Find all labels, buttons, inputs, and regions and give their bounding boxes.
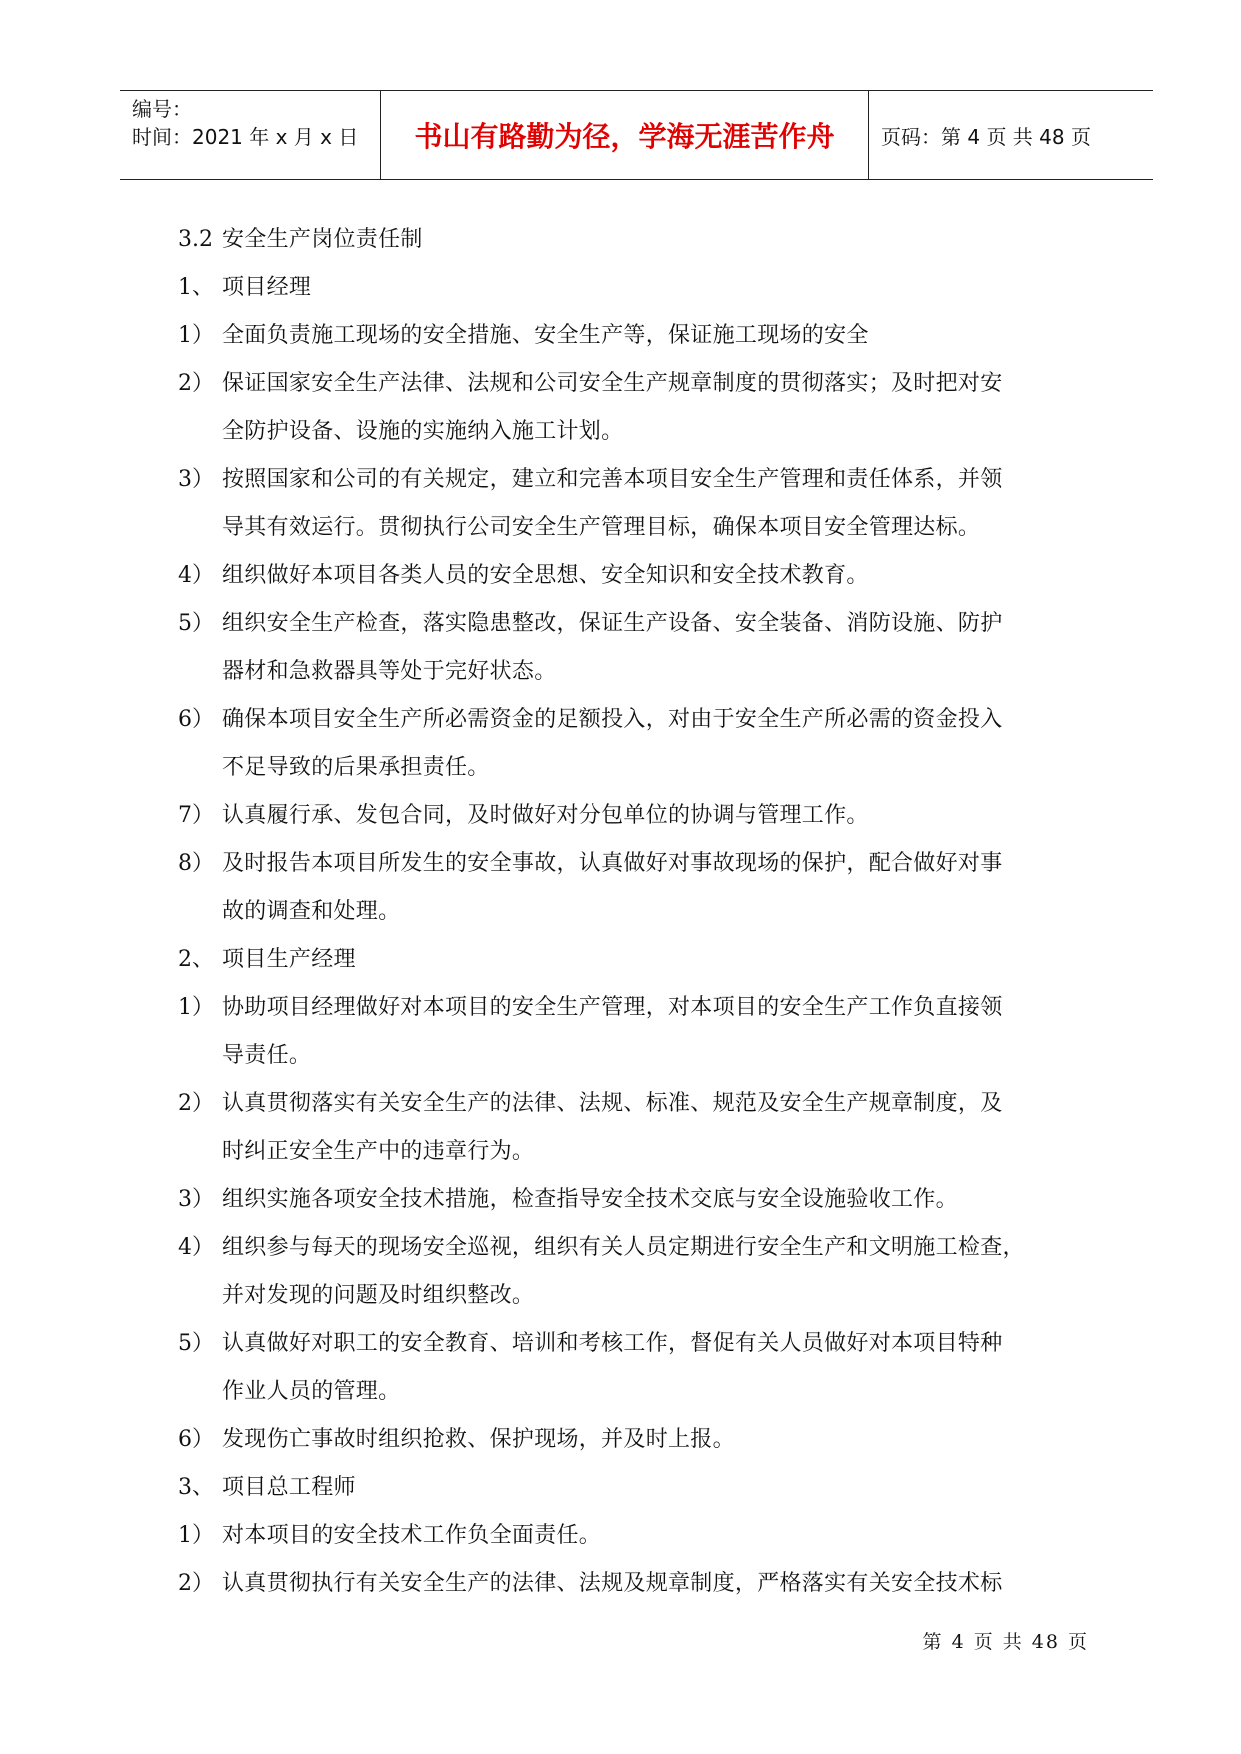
document-body [178, 216, 1098, 1608]
paragraph-line [178, 312, 1098, 360]
item-text: 项目总工程师 [222, 1475, 356, 1500]
paragraph-line [178, 600, 1098, 648]
item-text: 确保本项目安全生产所必需资金的足额投入，对由于安全生产所必需的资金投入 [222, 707, 1003, 732]
item-text: 及时报告本项目所发生的安全事故，认真做好对事故现场的保护，配合做好对事 [222, 851, 1003, 876]
item-text: 组织参与每天的现场安全巡视，组织有关人员定期进行安全生产和文明施工检查， [222, 1235, 1025, 1260]
paragraph-line [178, 936, 1098, 984]
item-text: 按照国家和公司的有关规定，建立和完善本项目安全生产管理和责任体系，并领 [222, 467, 1003, 492]
paragraph-line [178, 264, 1098, 312]
paragraph-line [178, 1176, 1098, 1224]
paragraph-continuation [178, 1128, 1098, 1176]
item-text: 项目生产经理 [222, 947, 356, 972]
item-number: 4） [178, 563, 214, 588]
paragraph-continuation [178, 408, 1098, 456]
item-number: 6） [178, 1427, 214, 1452]
item-number [178, 1272, 222, 1320]
item-number: 6） [178, 707, 214, 732]
item-number: 2、 [178, 947, 214, 972]
item-text: 安全生产岗位责任制 [222, 227, 423, 252]
item-number [178, 1032, 222, 1080]
paragraph-line [178, 360, 1098, 408]
item-number: 3、 [178, 1475, 214, 1500]
paragraph-line [178, 792, 1098, 840]
item-number: 5） [178, 1331, 214, 1356]
item-text: 时纠正安全生产中的违章行为。 [222, 1139, 535, 1164]
paragraph-line [178, 216, 1098, 264]
item-text: 项目经理 [222, 275, 312, 300]
document-time-label: 时间：2021 年 x 月 x 日 [132, 125, 359, 149]
item-text: 器材和急救器具等处于完好状态。 [222, 659, 557, 684]
item-text: 组织实施各项安全技术措施，检查指导安全技术交底与安全设施验收工作。 [222, 1187, 958, 1212]
item-text: 组织做好本项目各类人员的安全思想、安全知识和安全技术教育。 [222, 563, 869, 588]
paragraph-continuation [178, 888, 1098, 936]
item-number: 2） [178, 1091, 214, 1116]
item-number: 2） [178, 371, 214, 396]
item-number [178, 648, 222, 696]
item-text: 认真贯彻执行有关安全生产的法律、法规及规章制度，严格落实有关安全技术标 [222, 1571, 1003, 1596]
paragraph-line [178, 1464, 1098, 1512]
item-text: 不足导致的后果承担责任。 [222, 755, 490, 780]
paragraph-continuation [178, 1368, 1098, 1416]
item-text: 协助项目经理做好对本项目的安全生产管理，对本项目的安全生产工作负直接领 [222, 995, 1003, 1020]
paragraph-line [178, 456, 1098, 504]
item-text: 对本项目的安全技术工作负全面责任。 [222, 1523, 602, 1548]
item-number: 1、 [178, 275, 214, 300]
item-number [178, 408, 222, 456]
item-text: 认真贯彻落实有关安全生产的法律、法规、标准、规范及安全生产规章制度，及 [222, 1091, 1003, 1116]
item-number: 1） [178, 1523, 214, 1548]
document-number-label: 编号： [132, 97, 192, 121]
paragraph-line [178, 1080, 1098, 1128]
item-number: 7） [178, 803, 214, 828]
item-number [178, 504, 222, 552]
item-text: 认真做好对职工的安全教育、培训和考核工作，督促有关人员做好对本项目特种 [222, 1331, 1003, 1356]
item-text: 导其有效运行。贯彻执行公司安全生产管理目标，确保本项目安全管理达标。 [222, 515, 981, 540]
item-text: 认真履行承、发包合同，及时做好对分包单位的协调与管理工作。 [222, 803, 869, 828]
header-page-info: 页码：第 4 页 共 48 页 [881, 124, 1091, 149]
paragraph-line [178, 840, 1098, 888]
document-header [120, 90, 1153, 180]
item-number: 3） [178, 467, 214, 492]
item-text: 导责任。 [222, 1043, 312, 1068]
paragraph-continuation [178, 648, 1098, 696]
item-text: 故的调查和处理。 [222, 899, 401, 924]
item-number: 2） [178, 1571, 214, 1596]
item-number: 5） [178, 611, 214, 636]
paragraph-line [178, 1320, 1098, 1368]
item-number: 3） [178, 1187, 214, 1212]
item-number: 3.2 [178, 227, 213, 252]
paragraph-continuation [178, 1032, 1098, 1080]
header-meta [120, 91, 381, 179]
item-text: 全防护设备、设施的实施纳入施工计划。 [222, 419, 624, 444]
item-number [178, 888, 222, 936]
page-footer: 第 4 页 共 48 页 [922, 1631, 1089, 1653]
item-number: 1） [178, 323, 214, 348]
paragraph-line [178, 552, 1098, 600]
item-text: 全面负责施工现场的安全措施、安全生产等，保证施工现场的安全 [222, 323, 869, 348]
item-text: 并对发现的问题及时组织整改。 [222, 1283, 535, 1308]
item-number [178, 744, 222, 792]
header-motto: 书山有路勤为径，学海无涯苦作舟 [381, 91, 869, 179]
item-number [178, 1368, 222, 1416]
paragraph-line [178, 984, 1098, 1032]
item-number: 4） [178, 1235, 214, 1260]
paragraph-line [178, 696, 1098, 744]
paragraph-line [178, 1416, 1098, 1464]
paragraph-continuation [178, 744, 1098, 792]
item-number: 1） [178, 995, 214, 1020]
paragraph-continuation [178, 504, 1098, 552]
paragraph-continuation [178, 1272, 1098, 1320]
item-number [178, 1128, 222, 1176]
paragraph-line [178, 1224, 1098, 1272]
paragraph-line [178, 1560, 1098, 1608]
item-text: 组织安全生产检查，落实隐患整改，保证生产设备、安全装备、消防设施、防护 [222, 611, 1003, 636]
item-text: 发现伤亡事故时组织抢救、保护现场，并及时上报。 [222, 1427, 735, 1452]
item-text: 作业人员的管理。 [222, 1379, 401, 1404]
paragraph-line [178, 1512, 1098, 1560]
item-text: 保证国家安全生产法律、法规和公司安全生产规章制度的贯彻落实；及时把对安 [222, 371, 1003, 396]
item-number: 8） [178, 851, 214, 876]
